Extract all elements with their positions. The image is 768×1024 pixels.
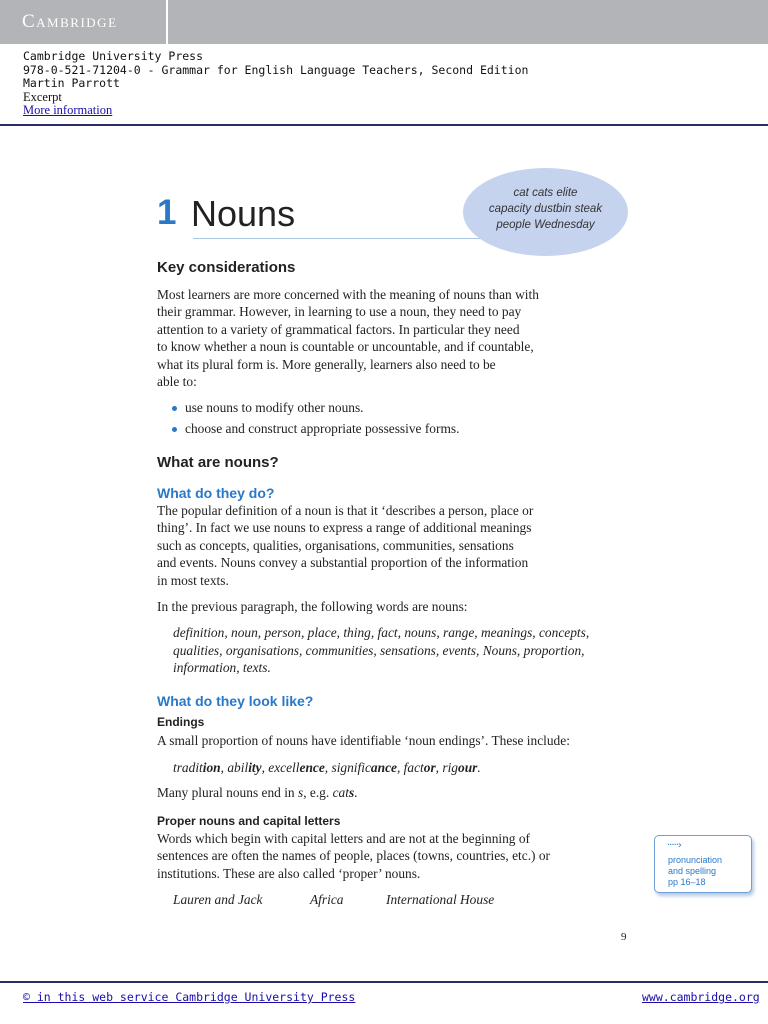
para-line: sentences are often the names of people, places (towns, countries, etc.) or — [157, 848, 551, 864]
header-rule — [0, 124, 768, 126]
what-do-they-do-heading: What do they do? — [157, 485, 275, 501]
separator: , — [324, 760, 332, 775]
chapter-number: 1 — [157, 193, 177, 232]
proper-noun-example: Africa — [310, 892, 344, 907]
separator: , — [220, 760, 228, 775]
chapter-underline — [193, 238, 483, 239]
noun-ending: ity — [248, 760, 262, 775]
word-stem: signific — [331, 760, 371, 775]
key-considerations-paragraph — [157, 286, 627, 390]
cross-reference-box[interactable] — [654, 835, 752, 893]
example-line: definition, noun, person, place, thing, fact, nouns, range, meanings, concepts, — [173, 625, 590, 640]
para-line: their grammar. However, in learning to use a noun, they need to pay — [157, 304, 522, 320]
previous-paragraph-note: In the previous paragraph, the following words are nouns: — [157, 599, 468, 614]
cambridge-logo: Cambridge — [22, 11, 118, 32]
publisher: Cambridge University Press — [23, 49, 204, 63]
noun-ending: ance — [370, 760, 397, 775]
para-line: Words which begin with capital letters and are not at the beginning of — [157, 831, 531, 846]
plural-paragraph — [157, 784, 627, 801]
example-line: qualities, organisations, communities, sensations, events, Nouns, proportion, — [173, 642, 585, 658]
top-banner — [0, 0, 768, 44]
word-stem: rig — [442, 760, 459, 775]
para-line: Most learners are more concerned with the meaning of nouns than with — [157, 287, 539, 302]
bullet-dot — [172, 427, 177, 432]
book-metadata — [23, 50, 528, 118]
cross-reference-text — [668, 855, 722, 888]
separator: , — [261, 760, 269, 775]
bullet-dot — [172, 406, 177, 411]
more-information-link[interactable]: More information — [23, 103, 113, 118]
para-line: attention to a variety of grammatical factors. In particular they need — [157, 321, 520, 337]
author: Martin Parrott — [23, 76, 120, 91]
plural-example-ending: s — [348, 785, 355, 800]
key-considerations-heading: Key considerations — [157, 259, 296, 276]
proper-nouns-heading: Proper nouns and capital letters — [157, 814, 341, 828]
noun-ending: ence — [299, 760, 325, 775]
cambridge-website-link[interactable]: www.cambridge.org — [642, 990, 760, 1004]
para-line: what its plural form is. More generally, learners also need to be — [157, 356, 496, 372]
example-words-oval — [463, 168, 628, 256]
para-line: thing’. In fact we use nouns to express a range of additional meanings — [157, 520, 532, 536]
plural-text: . — [354, 785, 358, 800]
para-line: and events. Nouns convey a substantial proportion of the information — [157, 555, 529, 571]
copyright-link[interactable]: © in this web service Cambridge University Press — [23, 990, 356, 1004]
dotted-arrow-icon: ·····› — [667, 840, 681, 851]
word-stem: excell — [268, 760, 300, 775]
word-stem: abil — [227, 760, 249, 775]
bullet-text: use nouns to modify other nouns. — [185, 400, 364, 415]
endings-examples — [173, 759, 633, 777]
oval-line-2: capacity dustbin steak — [488, 203, 603, 215]
proper-noun-example: International House — [386, 892, 495, 907]
oval-line-1: cat cats elite — [513, 187, 578, 199]
para-line: in most texts. — [157, 572, 229, 588]
para-line: to know whether a noun is countable or uncountable, and if countable, — [157, 339, 534, 355]
para-line: such as concepts, qualities, organisations, communities, sensations — [157, 537, 514, 553]
word-stem: fact — [403, 760, 424, 775]
xref-line: pronunciation — [668, 855, 723, 865]
separator: , — [435, 760, 443, 775]
noun-ending: or — [423, 760, 436, 775]
xref-line: pp 16–18 — [668, 877, 706, 887]
xref-line: and spelling — [668, 866, 717, 876]
plural-example: cat — [332, 785, 349, 800]
footer-rule — [0, 981, 768, 983]
plural-letter: s — [297, 785, 304, 800]
oval-line-3: people Wednesday — [496, 219, 595, 231]
proper-nouns-paragraph — [157, 830, 627, 882]
plural-text: , e.g. — [303, 785, 333, 800]
noun-ending: ion — [202, 760, 221, 775]
para-line: The popular definition of a noun is that it ‘describes a person, place or — [157, 503, 534, 518]
definition-paragraph — [157, 502, 627, 589]
noun-examples — [173, 624, 633, 677]
plural-text: Many plural nouns end in — [157, 785, 298, 800]
excerpt-label: Excerpt — [23, 89, 62, 104]
page-number: 9 — [621, 931, 627, 943]
word-stem: tradit — [173, 760, 203, 775]
para-line: able to: — [157, 374, 197, 390]
what-are-nouns-heading: What are nouns? — [157, 454, 279, 471]
para-line: institutions. These are also called ‘proper’ nouns. — [157, 865, 421, 881]
banner-divider — [166, 0, 168, 44]
endings-heading: Endings — [157, 715, 205, 729]
example-line: information, texts. — [173, 660, 271, 676]
endings-paragraph: A small proportion of nouns have identifiable ‘noun endings’. These include: — [157, 733, 570, 748]
isbn-title: 978-0-521-71204-0 - Grammar for English Language Teachers, Second Edition — [23, 62, 529, 77]
bullet-text: choose and construct appropriate possessive forms. — [185, 421, 460, 436]
noun-ending: our — [458, 760, 478, 775]
separator: . — [477, 760, 481, 775]
proper-noun-example: Lauren and Jack — [173, 892, 263, 907]
what-do-they-look-like-heading: What do they look like? — [157, 693, 314, 709]
separator: , — [396, 760, 404, 775]
chapter-title: Nouns — [191, 193, 296, 234]
